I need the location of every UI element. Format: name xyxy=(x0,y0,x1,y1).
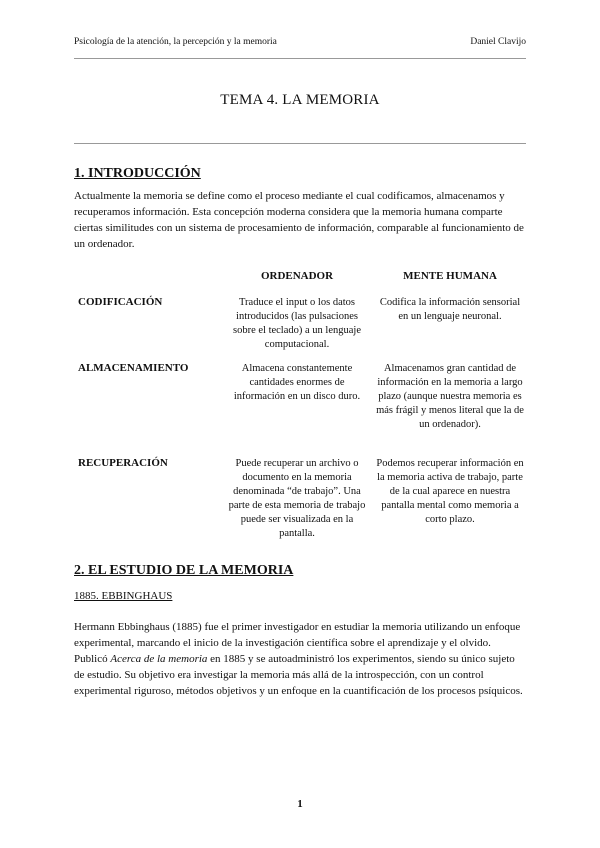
page-title: TEMA 4. LA MEMORIA xyxy=(220,92,380,108)
ebbinghaus-text-part1: Hermann Ebbinghaus (1885) fue el primer investigador en estudiar la memoria utilizando un enfoque experimental, marcando el inicio de la investigación científica sobre el aprendizaje y el olvido. Publicó xyxy=(74,621,521,665)
cell-codificacion-ordenador: Traduce el input o los datos introducidos (las pulsaciones sobre el teclado) a un lenguaje computacional. xyxy=(233,297,361,350)
header-divider xyxy=(74,58,526,59)
cell-recuperacion-mente: Podemos recuperar información en la memoria activa de trabajo, parte de la cual aparece en nuestra pantalla mental como memoria a corto plazo. xyxy=(376,458,524,525)
row-label-recuperacion: RECUPERACIÓN xyxy=(78,457,168,469)
cell-recuperacion-ordenador: Puede recuperar un archivo o documento en la memoria denominada “de trabajo”. Una parte de esta memoria de trabajo puede ser visualizada en la pantalla. xyxy=(228,458,366,539)
column-header-ordenador: ORDENADOR xyxy=(260,270,334,282)
cell-codificacion-mente: Codifica la información sensorial en un lenguaje neuronal. xyxy=(379,297,521,322)
section-heading-estudio-memoria: 2. EL ESTUDIO DE LA MEMORIA xyxy=(74,563,294,578)
cell-almacenamiento-ordenador: Almacena constantemente cantidades enormes de información en un disco duro. xyxy=(233,363,361,402)
header-course-title: Psicología de la atención, la percepción y la memoria xyxy=(74,37,277,47)
ebbinghaus-text-part2: en 1885 y se autoadministró los experimentos, siendo su único sujeto de estudio. Su objetivo era investigar la memoria más allá de la introspección, con un control experimental riguroso, métodos objetivos y un enfoque en la cuantificación de los procesos psíquicos. xyxy=(74,653,523,697)
subheading-ebbinghaus: 1885. EBBINGHAUS xyxy=(74,590,173,602)
intro-paragraph: Actualmente la memoria se define como el proceso mediante el cual codificamos, almacenamos y recuperamos información. Esta concepción moderna considera que la memoria humana comparte ciertas similitudes con un sistema de procesamiento de información, comparable al funcionamiento de un ordenador. xyxy=(74,190,524,250)
running-header xyxy=(74,37,526,51)
row-label-almacenamiento: ALMACENAMIENTO xyxy=(78,362,189,374)
column-header-mente-humana: MENTE HUMANA xyxy=(403,270,497,282)
ebbinghaus-paragraph xyxy=(74,619,526,699)
book-title: Acerca de la memoria xyxy=(110,653,208,665)
section-heading-introduccion: 1. INTRODUCCIÓN xyxy=(74,166,201,181)
header-author: Daniel Clavijo xyxy=(470,37,526,47)
title-divider xyxy=(74,143,526,144)
page-number: 1 xyxy=(297,798,303,810)
cell-almacenamiento-mente: Almacenamos gran cantidad de información en la memoria a largo plazo (aunque nuestra memoria es más frágil y menos literal que la de un ordenador). xyxy=(376,363,524,430)
row-label-codificacion: CODIFICACIÓN xyxy=(78,296,163,308)
